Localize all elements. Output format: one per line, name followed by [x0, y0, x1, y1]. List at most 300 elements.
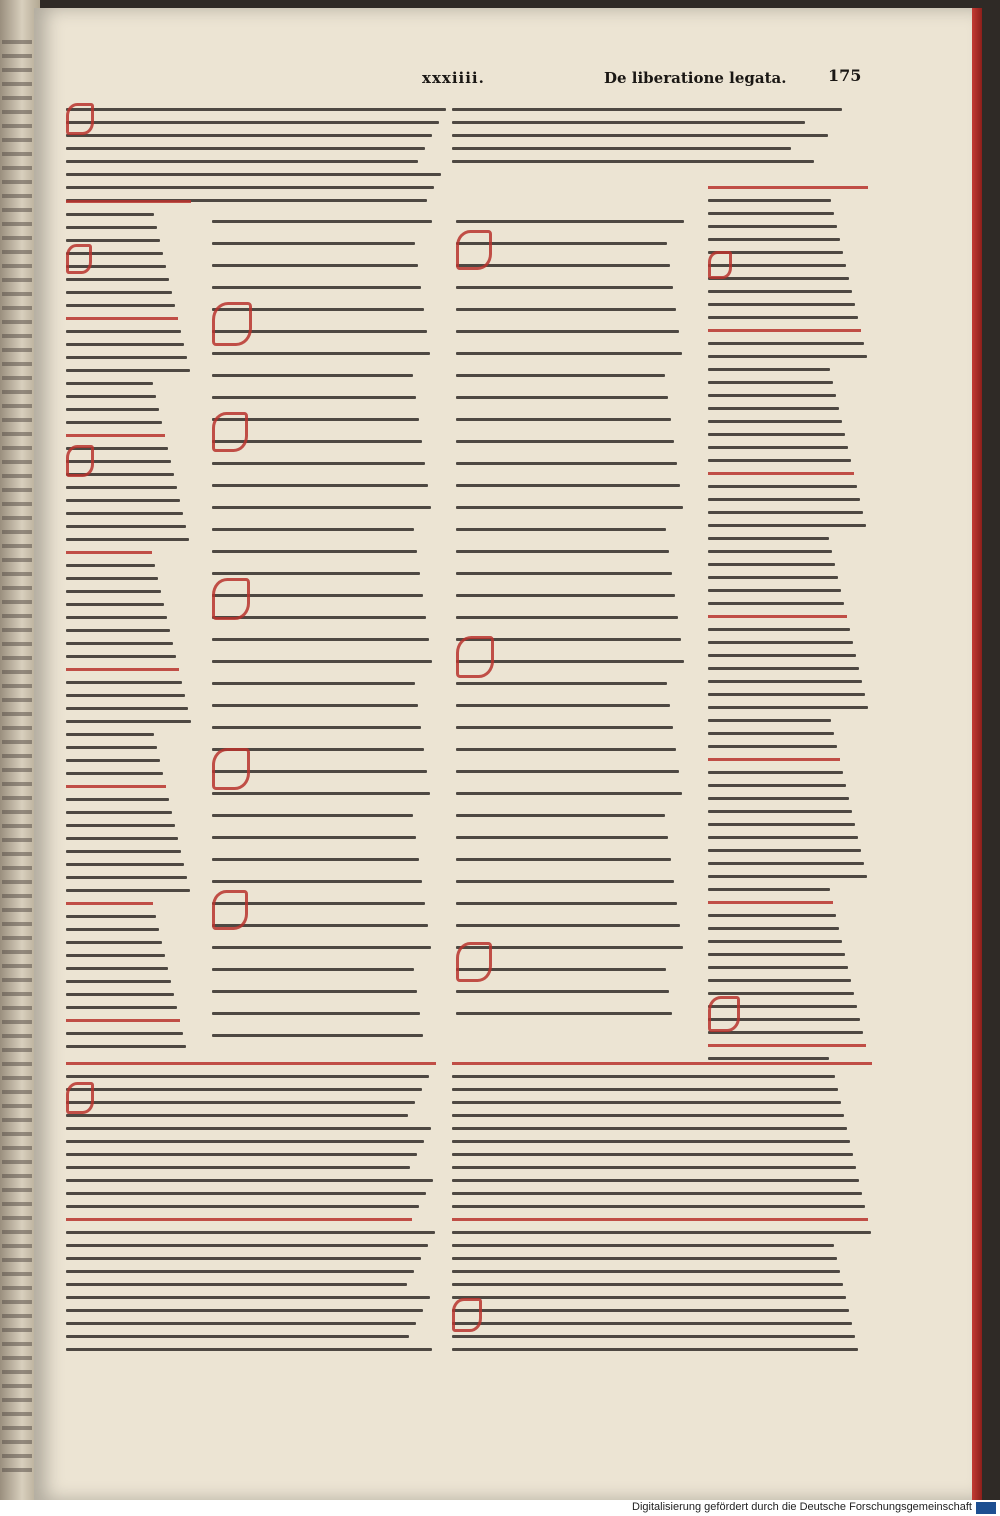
text-line	[66, 1218, 412, 1221]
text-line	[212, 572, 420, 575]
text-line	[66, 954, 165, 957]
text-line	[708, 225, 837, 228]
text-line	[66, 1179, 433, 1182]
text-line	[456, 704, 670, 707]
facing-page-text	[2, 516, 32, 520]
facing-page-text	[2, 1188, 32, 1192]
text-line	[66, 278, 169, 281]
text-line	[708, 1057, 829, 1060]
facing-page-text	[2, 362, 32, 366]
text-line	[708, 732, 834, 735]
text-line	[708, 316, 858, 319]
text-line	[66, 499, 180, 502]
facing-page-text	[2, 1426, 32, 1430]
text-line	[66, 772, 163, 775]
text-line	[456, 550, 669, 553]
text-line	[66, 642, 173, 645]
text-line	[66, 876, 187, 879]
facing-page-text	[2, 782, 32, 786]
text-line	[212, 550, 417, 553]
text-line	[212, 880, 422, 883]
facing-page-text	[2, 1398, 32, 1402]
text-line	[708, 953, 845, 956]
rubric-initial	[212, 412, 248, 452]
facing-page-text	[2, 852, 32, 856]
text-line	[452, 1166, 856, 1169]
text-line	[708, 511, 863, 514]
text-line	[452, 1088, 838, 1091]
text-line	[66, 382, 153, 385]
facing-page-text	[2, 446, 32, 450]
text-line	[708, 238, 840, 241]
facing-page-text	[2, 964, 32, 968]
dfg-logo	[976, 1502, 996, 1514]
text-line	[66, 564, 155, 567]
text-line	[708, 199, 831, 202]
facing-page-text	[2, 1006, 32, 1010]
text-line	[456, 814, 665, 817]
facing-page-text	[2, 922, 32, 926]
text-line	[456, 330, 679, 333]
facing-page-text	[2, 726, 32, 730]
facing-page-text	[2, 82, 32, 86]
rubric-initial	[66, 1082, 94, 1114]
facing-page-text	[2, 614, 32, 618]
text-line	[456, 792, 682, 795]
text-line	[456, 352, 682, 355]
text-line	[66, 1244, 428, 1247]
text-line	[212, 792, 430, 795]
text-line	[66, 993, 174, 996]
text-line	[66, 785, 166, 788]
text-line	[212, 506, 431, 509]
text-line	[456, 858, 671, 861]
text-line	[708, 628, 850, 631]
text-line	[212, 484, 428, 487]
text-line	[708, 394, 836, 397]
text-line	[452, 1101, 841, 1104]
facing-page-text	[2, 572, 32, 576]
rubric-initial	[708, 996, 740, 1032]
text-line	[66, 811, 172, 814]
text-line	[452, 1140, 850, 1143]
text-line	[66, 824, 175, 827]
text-line	[66, 538, 189, 541]
facing-page-text	[2, 390, 32, 394]
facing-page-text	[2, 320, 32, 324]
text-line	[212, 814, 413, 817]
text-line	[66, 408, 159, 411]
text-line	[708, 407, 839, 410]
facing-page-text	[2, 1216, 32, 1220]
text-line	[212, 858, 419, 861]
facing-page-text	[2, 376, 32, 380]
text-line	[212, 528, 414, 531]
text-line	[452, 1218, 868, 1221]
facing-page-text	[2, 810, 32, 814]
text-line	[708, 810, 852, 813]
text-line	[66, 173, 441, 176]
text-line	[456, 484, 680, 487]
text-line	[66, 1075, 429, 1078]
text-line	[708, 901, 833, 904]
facing-page-text	[2, 1314, 32, 1318]
text-line	[66, 1192, 426, 1195]
text-line	[456, 440, 674, 443]
facing-page-text	[2, 866, 32, 870]
text-line	[708, 784, 846, 787]
text-line	[66, 317, 178, 320]
text-line	[66, 668, 179, 671]
text-line	[66, 629, 170, 632]
facing-page-text	[2, 1104, 32, 1108]
text-line	[212, 352, 430, 355]
text-line	[708, 849, 861, 852]
text-line	[456, 528, 666, 531]
text-line	[708, 576, 838, 579]
rubric-initial	[708, 251, 732, 279]
text-line	[66, 421, 162, 424]
text-line	[212, 242, 415, 245]
text-line	[708, 485, 857, 488]
text-line	[708, 914, 836, 917]
facing-page-text	[2, 936, 32, 940]
facing-page-text	[2, 628, 32, 632]
text-line	[708, 186, 868, 189]
text-line	[708, 823, 855, 826]
text-line	[708, 602, 844, 605]
facing-page-text	[2, 222, 32, 226]
text-line	[66, 551, 152, 554]
text-line	[456, 726, 673, 729]
text-line	[708, 654, 856, 657]
text-line	[708, 797, 849, 800]
facing-page-text	[2, 152, 32, 156]
text-line	[708, 381, 833, 384]
facing-page-text	[2, 1370, 32, 1374]
text-line	[708, 498, 860, 501]
facing-page-text	[2, 194, 32, 198]
text-line	[708, 927, 839, 930]
text-line	[66, 655, 176, 658]
text-line	[708, 290, 852, 293]
facing-page-text	[2, 1090, 32, 1094]
facing-page-text	[2, 1020, 32, 1024]
facing-page-text	[2, 404, 32, 408]
text-line	[212, 1012, 420, 1015]
facing-page-text	[2, 1258, 32, 1262]
text-line	[66, 694, 185, 697]
text-line	[456, 374, 665, 377]
text-line	[66, 707, 188, 710]
facing-page-text	[2, 768, 32, 772]
facing-page-text	[2, 1048, 32, 1052]
text-line	[456, 924, 680, 927]
rubric-initial	[456, 942, 492, 982]
facing-page-text	[2, 1174, 32, 1178]
text-line	[212, 946, 431, 949]
text-line	[708, 420, 842, 423]
rubric-initial	[456, 636, 494, 678]
text-line	[708, 355, 867, 358]
text-line	[212, 286, 421, 289]
text-line	[66, 1257, 421, 1260]
text-line	[66, 1127, 431, 1130]
text-line	[708, 966, 848, 969]
facing-page-text	[2, 1230, 32, 1234]
facing-page-text	[2, 54, 32, 58]
text-line	[66, 863, 184, 866]
text-line	[66, 395, 156, 398]
rubric-initial	[212, 890, 248, 930]
facing-page-text	[2, 278, 32, 282]
text-line	[708, 212, 834, 215]
text-line	[708, 940, 842, 943]
facing-page-text	[2, 796, 32, 800]
text-line	[452, 1309, 849, 1312]
text-line	[66, 759, 160, 762]
text-line	[452, 1205, 865, 1208]
text-line	[452, 1257, 837, 1260]
text-line	[452, 1231, 871, 1234]
text-line	[66, 291, 172, 294]
text-line	[212, 660, 432, 663]
text-line	[212, 682, 415, 685]
text-line	[708, 303, 855, 306]
facing-page-text	[2, 1328, 32, 1332]
text-line	[66, 369, 190, 372]
text-line	[708, 992, 854, 995]
text-line	[66, 798, 169, 801]
text-line	[708, 459, 851, 462]
text-line	[456, 286, 673, 289]
facing-page-text	[2, 754, 32, 758]
text-line	[66, 681, 182, 684]
rubric-initial	[212, 748, 250, 790]
text-line	[708, 1044, 866, 1047]
facing-page-text	[2, 208, 32, 212]
facing-page-text	[2, 1146, 32, 1150]
text-line	[66, 1270, 414, 1273]
text-line	[452, 1244, 834, 1247]
facing-page-text	[2, 1034, 32, 1038]
text-line	[708, 368, 830, 371]
text-line	[212, 726, 421, 729]
facing-page-text	[2, 558, 32, 562]
leaf-number: xxxiiii.	[422, 69, 485, 87]
text-line	[452, 1283, 843, 1286]
text-line	[456, 462, 677, 465]
text-line	[66, 1045, 186, 1048]
facing-page-text	[2, 68, 32, 72]
text-line	[452, 1075, 835, 1078]
text-line	[66, 1153, 417, 1156]
facing-page-text	[2, 1454, 32, 1458]
text-line	[66, 1283, 407, 1286]
text-line	[212, 462, 425, 465]
text-line	[66, 967, 168, 970]
facing-page-text	[2, 1440, 32, 1444]
facing-page-text	[2, 1286, 32, 1290]
text-line	[456, 836, 668, 839]
text-line	[708, 472, 854, 475]
facing-page-text	[2, 1412, 32, 1416]
text-line	[66, 226, 157, 229]
facing-page-text	[2, 1160, 32, 1164]
text-line	[66, 928, 159, 931]
text-line	[66, 147, 425, 150]
facing-page-text	[2, 1300, 32, 1304]
text-line	[456, 308, 676, 311]
facing-page-text	[2, 418, 32, 422]
facing-page-text	[2, 656, 32, 660]
rubric-initial	[212, 302, 252, 346]
text-line	[452, 108, 842, 111]
facing-page-text	[2, 292, 32, 296]
text-line	[452, 1062, 872, 1065]
text-line	[66, 512, 183, 515]
text-line	[212, 638, 429, 641]
text-line	[452, 1153, 853, 1156]
text-line	[452, 1192, 862, 1195]
text-line	[456, 572, 672, 575]
text-line	[212, 704, 418, 707]
text-line	[66, 577, 158, 580]
text-line	[66, 304, 175, 307]
facing-page-text	[2, 1272, 32, 1276]
text-line	[708, 836, 858, 839]
text-line	[708, 641, 853, 644]
text-line	[456, 594, 675, 597]
facing-page-text	[2, 698, 32, 702]
text-line	[708, 537, 829, 540]
facing-page-text	[2, 488, 32, 492]
facing-page-text	[2, 40, 32, 44]
text-line	[452, 147, 791, 150]
text-line	[456, 880, 674, 883]
text-line	[66, 590, 161, 593]
text-line	[708, 433, 845, 436]
text-line	[66, 616, 167, 619]
text-line	[708, 342, 864, 345]
text-line	[212, 1034, 423, 1037]
text-line	[456, 396, 668, 399]
facing-page-text	[2, 1202, 32, 1206]
text-line	[66, 1205, 419, 1208]
text-line	[66, 733, 154, 736]
text-line	[66, 1032, 183, 1035]
rubric-initial	[212, 578, 250, 620]
text-line	[66, 980, 171, 983]
text-line	[456, 990, 669, 993]
text-line	[456, 1012, 672, 1015]
running-title: De liberatione legata.	[604, 69, 787, 87]
facing-page-text	[2, 264, 32, 268]
text-line	[708, 563, 835, 566]
text-line	[452, 1348, 858, 1351]
footer-credit: Digitalisierung gefördert durch die Deutsche Forschungsgemeinschaft	[632, 1501, 972, 1513]
facing-page-text	[2, 348, 32, 352]
text-line	[66, 603, 164, 606]
text-line	[456, 220, 684, 223]
text-line	[66, 160, 418, 163]
text-line	[66, 1140, 424, 1143]
facing-page-text	[2, 166, 32, 170]
text-line	[708, 589, 841, 592]
text-line	[708, 550, 832, 553]
facing-page-text	[2, 1118, 32, 1122]
facing-page-text	[2, 978, 32, 982]
text-line	[66, 1114, 408, 1117]
text-line	[708, 524, 866, 527]
facing-page-text	[2, 530, 32, 534]
facing-page-text	[2, 236, 32, 240]
facing-page-text	[2, 1468, 32, 1472]
text-line	[66, 1101, 415, 1104]
facing-page-text	[2, 334, 32, 338]
text-line	[708, 615, 847, 618]
text-line	[212, 374, 413, 377]
text-line	[66, 1322, 416, 1325]
text-line	[66, 902, 153, 905]
folio-number: 175	[828, 66, 862, 85]
text-line	[708, 667, 859, 670]
text-line	[452, 1296, 846, 1299]
text-line	[452, 1127, 847, 1130]
text-line	[708, 719, 831, 722]
book-page	[34, 8, 978, 1500]
text-line	[456, 902, 677, 905]
text-line	[66, 889, 190, 892]
text-line	[66, 1062, 436, 1065]
text-line	[66, 1088, 422, 1091]
facing-page-text	[2, 824, 32, 828]
facing-page-text	[2, 96, 32, 100]
facing-page-text	[2, 544, 32, 548]
facing-page-text	[2, 950, 32, 954]
text-line	[66, 941, 162, 944]
text-line	[708, 329, 861, 332]
text-line	[66, 343, 184, 346]
text-line	[66, 1006, 177, 1009]
text-line	[456, 506, 683, 509]
text-line	[66, 1296, 430, 1299]
text-line	[708, 888, 830, 891]
text-line	[456, 682, 667, 685]
text-line	[708, 979, 851, 982]
text-line	[66, 134, 432, 137]
text-line	[708, 875, 867, 878]
text-line	[66, 915, 156, 918]
text-line	[708, 771, 843, 774]
text-line	[66, 1166, 410, 1169]
facing-page-text	[2, 306, 32, 310]
text-line	[212, 990, 417, 993]
text-line	[452, 1179, 859, 1182]
facing-page-text	[2, 670, 32, 674]
red-page-edge	[972, 8, 982, 1500]
text-line	[66, 746, 157, 749]
text-line	[212, 836, 416, 839]
facing-page-text	[2, 740, 32, 744]
text-line	[452, 1270, 840, 1273]
facing-page-text	[2, 684, 32, 688]
text-line	[66, 356, 187, 359]
facing-page-text	[2, 838, 32, 842]
text-line	[66, 186, 434, 189]
facing-page-text	[2, 110, 32, 114]
text-line	[708, 758, 840, 761]
